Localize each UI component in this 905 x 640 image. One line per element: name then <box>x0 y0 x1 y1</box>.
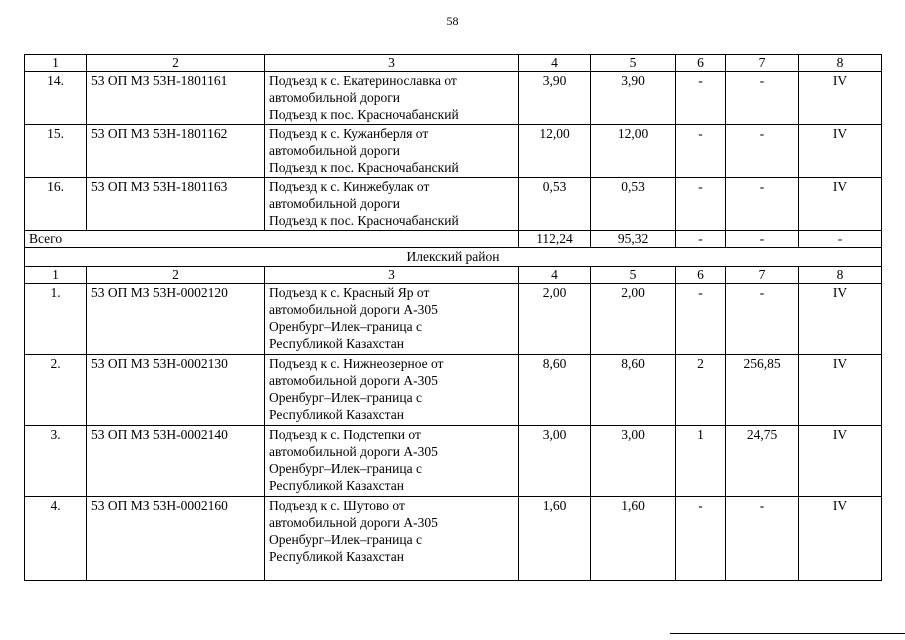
row-number: 1. <box>25 284 87 355</box>
value-c8: IV <box>799 125 882 178</box>
road-name <box>265 426 519 497</box>
section-row <box>25 248 882 267</box>
value-c4: 1,60 <box>519 497 591 581</box>
road-name-line: Оренбург–Илек–граница с <box>269 390 422 405</box>
road-name-line: Оренбург–Илек–граница с <box>269 319 422 334</box>
value-c5: 3,90 <box>591 72 676 125</box>
road-name-line: Подъезд к с. Шутово от <box>269 498 405 513</box>
row-number: 3. <box>25 426 87 497</box>
road-name-line: Подъезд к с. Красный Яр от <box>269 285 430 300</box>
column-number-header: 5 <box>591 267 676 284</box>
column-number-header: 2 <box>87 55 265 72</box>
road-name <box>265 284 519 355</box>
road-name-line: Подъезд к с. Подстепки от <box>269 427 421 442</box>
value-c6: - <box>676 72 726 125</box>
value-c8: IV <box>799 284 882 355</box>
road-name-line: автомобильной дороги <box>269 196 400 211</box>
page-number: 58 <box>446 14 459 28</box>
road-name <box>265 178 519 231</box>
road-name-line: автомобильной дороги <box>269 143 400 158</box>
section-title: Илекский район <box>25 248 882 267</box>
value-c6: - <box>676 125 726 178</box>
table-row <box>25 72 882 125</box>
column-number-header: 6 <box>676 267 726 284</box>
column-number-header: 5 <box>591 55 676 72</box>
road-code: 53 ОП МЗ 53Н-0002130 <box>87 355 265 426</box>
value-c4: 3,90 <box>519 72 591 125</box>
road-name-line: автомобильной дороги <box>269 90 400 105</box>
road-code: 53 ОП МЗ 53Н-0002140 <box>87 426 265 497</box>
road-name-line: Подъезд к с. Екатеринославка от <box>269 73 457 88</box>
road-name-line: Подъезд к с. Нижнеозерное от <box>269 356 444 371</box>
value-c7: - <box>726 497 799 581</box>
bottom-rule <box>670 633 905 634</box>
road-name-line: автомобильной дороги А-305 <box>269 373 438 388</box>
road-name <box>265 355 519 426</box>
road-name-line: Подъезд к с. Кужанберля от <box>269 126 429 141</box>
value-c5: 8,60 <box>591 355 676 426</box>
road-name-line: автомобильной дороги А-305 <box>269 302 438 317</box>
table-row <box>25 426 882 497</box>
road-name <box>265 72 519 125</box>
table-row <box>25 355 882 426</box>
road-code: 53 ОП МЗ 53Н-0002160 <box>87 497 265 581</box>
header-row <box>25 267 882 284</box>
column-number-header: 7 <box>726 55 799 72</box>
column-number-header: 6 <box>676 55 726 72</box>
column-number-header: 2 <box>87 267 265 284</box>
total-row <box>25 231 882 248</box>
value-c4: 12,00 <box>519 125 591 178</box>
value-c7: - <box>726 284 799 355</box>
road-name-line: Подъезд к пос. Красночабанский <box>269 107 459 122</box>
value-c7: 256,85 <box>726 355 799 426</box>
road-name-line: автомобильной дороги А-305 <box>269 515 438 530</box>
value-c8: IV <box>799 178 882 231</box>
road-name-line: Подъезд к пос. Красночабанский <box>269 213 459 228</box>
value-c4: 0,53 <box>519 178 591 231</box>
table-row <box>25 178 882 231</box>
value-c4: 8,60 <box>519 355 591 426</box>
road-name-line: Подъезд к пос. Красночабанский <box>269 160 459 175</box>
road-name <box>265 125 519 178</box>
total-label: Всего <box>25 231 519 248</box>
road-code: 53 ОП МЗ 53Н-1801163 <box>87 178 265 231</box>
table-row <box>25 284 882 355</box>
value-c5: 1,60 <box>591 497 676 581</box>
value-c4: 3,00 <box>519 426 591 497</box>
road-name <box>265 497 519 581</box>
column-number-header: 7 <box>726 267 799 284</box>
column-number-header: 8 <box>799 267 882 284</box>
value-c6: 2 <box>676 355 726 426</box>
row-number: 4. <box>25 497 87 581</box>
header-row <box>25 55 882 72</box>
road-name-line: автомобильной дороги А-305 <box>269 444 438 459</box>
value-c7: - <box>726 178 799 231</box>
value-c7: 24,75 <box>726 426 799 497</box>
roads-table <box>24 54 882 581</box>
value-c8: IV <box>799 355 882 426</box>
value-c5: 0,53 <box>591 178 676 231</box>
column-number-header: 1 <box>25 267 87 284</box>
road-name-line: Оренбург–Илек–граница с <box>269 532 422 547</box>
road-code: 53 ОП МЗ 53Н-1801162 <box>87 125 265 178</box>
value-c8: IV <box>799 497 882 581</box>
total-c4: 112,24 <box>519 231 591 248</box>
table-row <box>25 497 882 581</box>
table-row <box>25 125 882 178</box>
row-number: 14. <box>25 72 87 125</box>
road-code: 53 ОП МЗ 53Н-1801161 <box>87 72 265 125</box>
road-name-line: Республикой Казахстан <box>269 549 404 564</box>
column-number-header: 8 <box>799 55 882 72</box>
row-number: 16. <box>25 178 87 231</box>
value-c7: - <box>726 125 799 178</box>
road-code: 53 ОП МЗ 53Н-0002120 <box>87 284 265 355</box>
value-c4: 2,00 <box>519 284 591 355</box>
column-number-header: 3 <box>265 55 519 72</box>
value-c6: - <box>676 178 726 231</box>
value-c5: 12,00 <box>591 125 676 178</box>
value-c6: 1 <box>676 426 726 497</box>
value-c8: IV <box>799 72 882 125</box>
total-c7: - <box>726 231 799 248</box>
road-name-line: Оренбург–Илек–граница с <box>269 461 422 476</box>
column-number-header: 4 <box>519 267 591 284</box>
value-c5: 3,00 <box>591 426 676 497</box>
value-c8: IV <box>799 426 882 497</box>
value-c5: 2,00 <box>591 284 676 355</box>
value-c6: - <box>676 497 726 581</box>
road-name-line: Республикой Казахстан <box>269 336 404 351</box>
road-name-line: Республикой Казахстан <box>269 478 404 493</box>
value-c6: - <box>676 284 726 355</box>
value-c7: - <box>726 72 799 125</box>
column-number-header: 4 <box>519 55 591 72</box>
road-name-line: Подъезд к с. Кинжебулак от <box>269 179 430 194</box>
total-c8: - <box>799 231 882 248</box>
column-number-header: 1 <box>25 55 87 72</box>
road-name-line: Республикой Казахстан <box>269 407 404 422</box>
row-number: 2. <box>25 355 87 426</box>
row-number: 15. <box>25 125 87 178</box>
column-number-header: 3 <box>265 267 519 284</box>
total-c5: 95,32 <box>591 231 676 248</box>
total-c6: - <box>676 231 726 248</box>
